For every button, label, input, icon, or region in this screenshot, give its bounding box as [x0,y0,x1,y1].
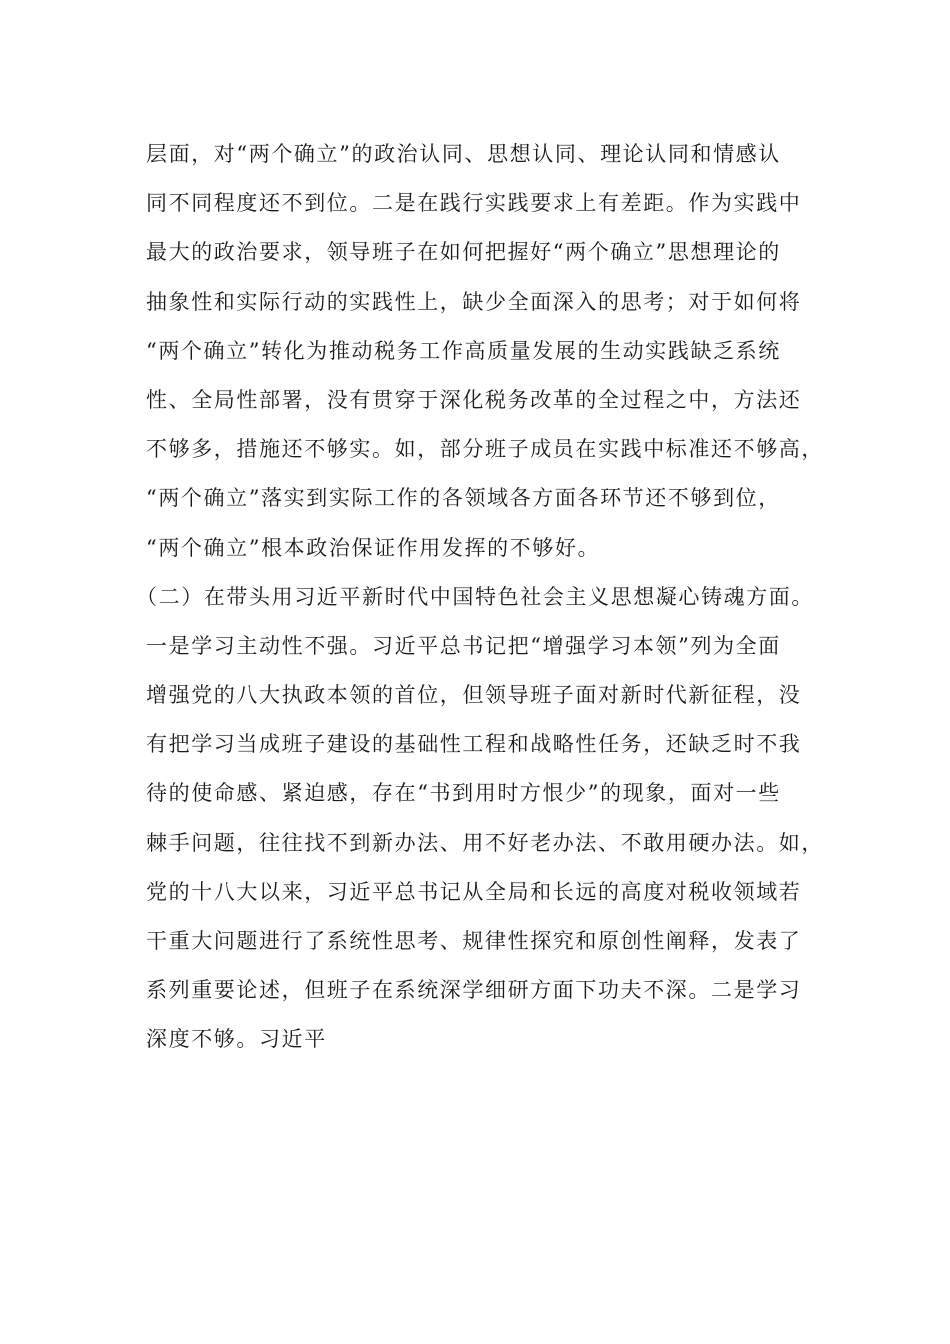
text-line: 不够多，措施还不够实。如，部分班子成员在实践中标准还不够高， [146,437,824,462]
text-line: “两个确立”转化为推动税务工作高质量发展的生动实践缺乏系统 [146,338,781,363]
text-line: 深度不够。习近平 [146,1027,327,1052]
document-body [136,130,836,1065]
text-line: “两个确立”落实到实际工作的各领域各方面各环节还不够到位， [146,486,781,511]
text-line: 性、全局性部署，没有贯穿于深化税务改革的全过程之中，方法还 [146,387,802,412]
text-line: 一是学习主动性不强。习近平总书记把“增强学习本领”列为全面 [146,633,781,658]
text-line: 干重大问题进行了系统性思考、规律性探究和原创性阐释，发表了 [146,929,802,953]
section-heading: （二）在带头用习近平新时代中国特色社会主义思想凝心铸魂方面。 [136,584,814,609]
text-line: “两个确立”根本政治保证作用发挥的不够好。 [146,535,601,560]
text-line: 同不同程度还不到位。二是在践行实践要求上有差距。作为实践中 [146,191,802,216]
text-line: 抽象性和实际行动的实践性上，缺少全面深入的思考；对于如何将 [146,289,802,314]
text-line: 待的使命感、紧迫感，存在“书到用时方恨少”的现象，面对一些 [146,781,781,806]
text-line: 增强党的八大执政本领的首位，但领导班子面对新时代新征程，没 [146,683,802,708]
text-line: 最大的政治要求，领导班子在如何把握好“两个确立”思想理论的 [146,240,781,265]
text-line: 党的十八大以来，习近平总书记从全局和长远的高度对税收领域若 [146,879,802,904]
text-line: 有把学习当成班子建设的基础性工程和战略性任务，还缺乏时不我 [146,732,802,757]
text-line: 层面，对“两个确立”的政治认同、思想认同、理论认同和情感认 [146,142,781,166]
text-line: 系列重要论述，但班子在系统深学细研方面下功夫不深。二是学习 [146,978,802,1003]
text-line: 棘手问题，往往找不到新办法、用不好老办法、不敢用硬办法。如， [146,830,824,855]
